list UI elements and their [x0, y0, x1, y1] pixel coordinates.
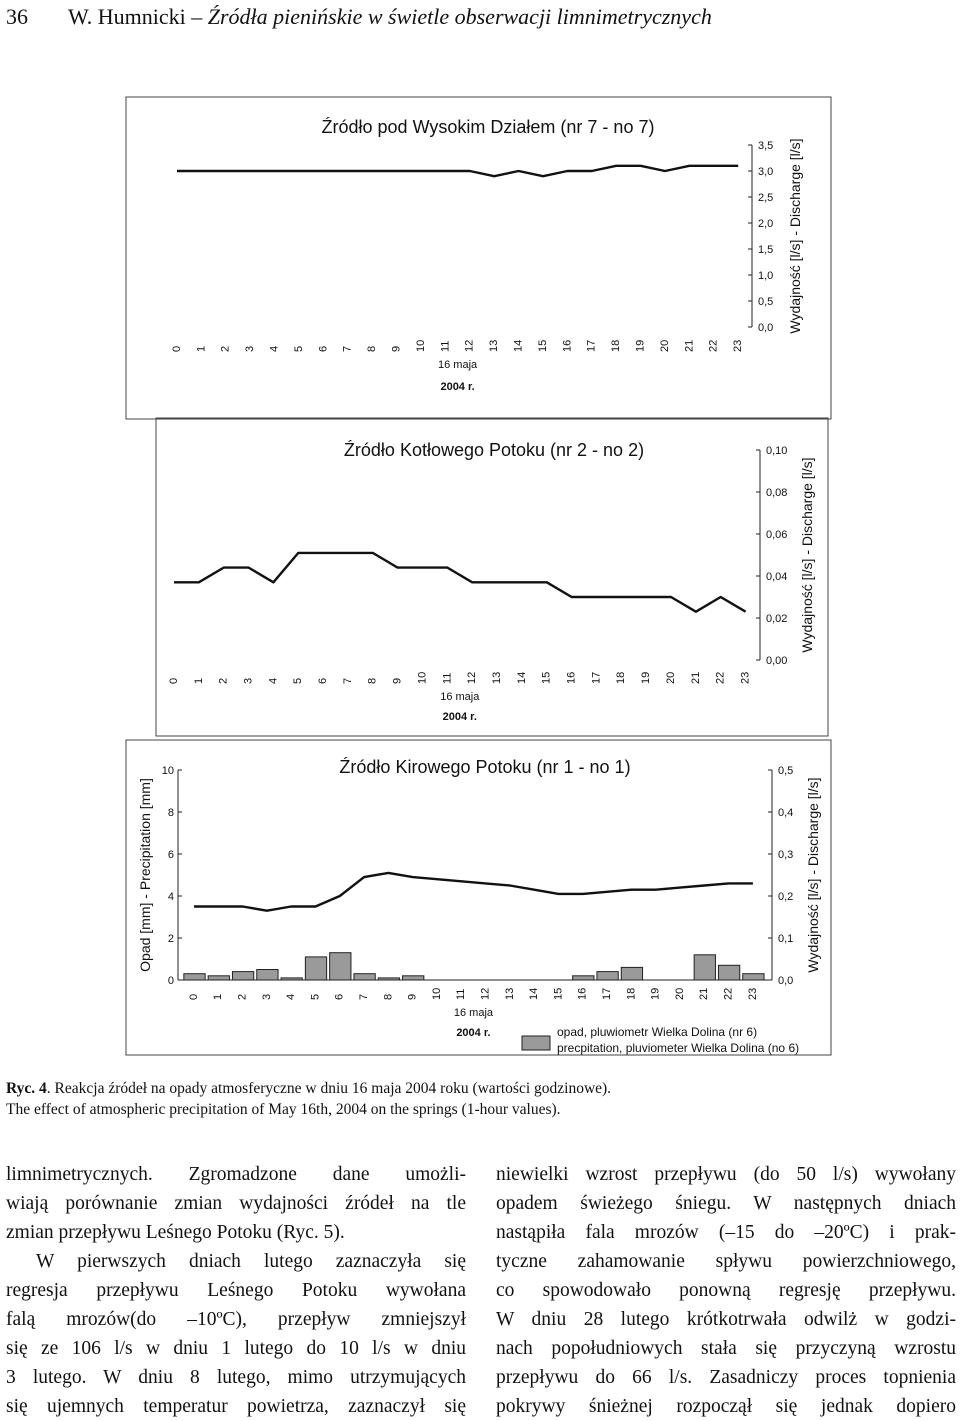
x-tick-label: 14 — [528, 987, 541, 1000]
x-tick-label: 22 — [707, 339, 720, 352]
year-label: 2004 r. — [456, 1027, 491, 1039]
x-tick-label: 11 — [439, 340, 452, 352]
body-line: falą mrozów(do –10ºC), przepływ zmniejszył — [6, 1309, 466, 1330]
x-tick-label: 0 — [170, 345, 183, 352]
x-tick-label: 0 — [187, 993, 200, 1000]
x-tick-label: 2 — [217, 677, 230, 684]
x-tick-label: 16 — [561, 339, 574, 352]
body-line: niewielki wzrost przepływu (do 50 l/s) wywołany — [496, 1164, 956, 1185]
body-line: 3 lutego. W dniu 8 lutego, mimo utrzymujących — [6, 1367, 466, 1388]
x-tick-label: 8 — [366, 677, 379, 684]
x-tick-label: 10 — [414, 339, 427, 352]
precipitation-bar — [208, 976, 229, 980]
x-tick-label: 3 — [260, 993, 273, 1000]
running-head-title: Źródła pienińskie w świetle obserwacji limnimetrycznych — [207, 4, 712, 29]
body-line: regresja przepływu Leśnego Potoku wywołana — [6, 1280, 466, 1301]
legend-swatch — [522, 1036, 550, 1050]
x-tick-label: 23 — [746, 987, 759, 1000]
body-line: co spowodowało ponowną regresję przepływu. — [496, 1280, 956, 1301]
right-axis-tick-label: 1,0 — [758, 270, 774, 282]
body-line: pokrywy śnieżnej rozpoczął się jednak dopiero — [496, 1396, 956, 1417]
x-tick-label: 21 — [683, 339, 696, 352]
left-axis-tick-label: 10 — [161, 765, 174, 777]
right-axis-tick-label: 0,1 — [778, 933, 794, 945]
x-tick-label: 0 — [167, 677, 180, 684]
body-column-right — [496, 1160, 956, 1421]
x-tick-label: 17 — [601, 987, 614, 1000]
x-tick-label: 13 — [490, 671, 503, 684]
precipitation-bar — [330, 953, 351, 980]
body-line: limnimetrycznych. Zgromadzone dane umożli- — [6, 1164, 466, 1185]
x-group-label: 16 maja — [453, 1007, 494, 1019]
right-axis-label: Wydajność [l/s] - Discharge [l/s] — [787, 138, 803, 334]
x-tick-label: 2 — [219, 345, 232, 352]
x-tick-label: 6 — [333, 993, 346, 1000]
right-axis-tick-label: 2,5 — [758, 192, 774, 204]
chart-title: Źródło pod Wysokim Działem (nr 7 - no 7) — [321, 117, 655, 137]
precipitation-bar — [403, 976, 424, 980]
right-axis-tick-label: 0,4 — [778, 807, 794, 819]
x-tick-label: 5 — [292, 345, 305, 352]
caption-label: Ryc. 4 — [6, 1080, 47, 1097]
precipitation-bar — [305, 957, 326, 980]
x-tick-label: 11 — [441, 672, 454, 684]
body-line: zmian przepływu Leśnego Potoku (Ryc. 5). — [6, 1222, 345, 1243]
x-tick-label: 15 — [536, 339, 549, 352]
x-tick-label: 20 — [673, 987, 686, 1000]
x-tick-label: 14 — [512, 339, 525, 352]
body-line: się ujemnych temperatur powietrza, zaznaczył się — [6, 1396, 466, 1417]
x-tick-label: 7 — [341, 677, 354, 684]
x-tick-label: 22 — [722, 987, 735, 1000]
right-axis-tick-label: 0,00 — [766, 655, 788, 667]
discharge-line — [177, 166, 738, 176]
x-tick-label: 17 — [585, 339, 598, 352]
precipitation-bar — [694, 955, 715, 980]
x-tick-label: 15 — [552, 987, 565, 1000]
x-tick-label: 5 — [309, 993, 322, 1000]
x-tick-label: 16 — [576, 987, 589, 1000]
x-tick-label: 9 — [406, 993, 419, 1000]
left-axis-tick-label: 6 — [167, 849, 174, 861]
right-axis-tick-label: 0,10 — [766, 445, 788, 457]
right-axis-tick-label: 0,3 — [778, 849, 794, 861]
right-axis-tick-label: 0,0 — [778, 975, 794, 987]
body-line: nach popołudniowych stała się przyczyną wzrostu — [496, 1338, 956, 1359]
x-tick-label: 19 — [634, 339, 647, 352]
x-tick-label: 12 — [463, 339, 476, 352]
right-axis-tick-label: 0,5 — [758, 296, 774, 308]
x-tick-label: 1 — [212, 993, 225, 1000]
right-axis-tick-label: 0,04 — [766, 571, 788, 583]
x-tick-label: 22 — [714, 671, 727, 684]
page-number: 36 — [6, 4, 28, 29]
body-line: W pierwszych dniach lutego zaznaczyła się — [36, 1251, 466, 1272]
x-tick-label: 15 — [540, 671, 553, 684]
x-tick-label: 12 — [479, 987, 492, 1000]
chart-frame — [156, 418, 828, 736]
precipitation-bar — [354, 974, 375, 980]
x-tick-label: 23 — [739, 671, 752, 684]
x-tick-label: 10 — [416, 671, 429, 684]
right-axis-tick-label: 3,5 — [758, 140, 774, 152]
x-tick-label: 7 — [341, 345, 354, 352]
running-head-author: W. Humnicki – — [68, 4, 208, 29]
x-tick-label: 20 — [664, 671, 677, 684]
x-tick-label: 10 — [430, 987, 443, 1000]
right-axis-tick-label: 0,5 — [778, 765, 794, 777]
left-axis-tick-label: 4 — [167, 891, 174, 903]
x-tick-label: 14 — [515, 671, 528, 684]
year-label: 2004 r. — [442, 711, 477, 723]
x-group-label: 16 maja — [438, 359, 478, 371]
x-tick-label: 4 — [285, 993, 298, 1000]
x-tick-label: 19 — [649, 987, 662, 1000]
x-tick-label: 8 — [382, 993, 395, 1000]
x-tick-label: 18 — [615, 671, 628, 684]
figure-caption — [6, 1078, 956, 1120]
right-axis-tick-label: 3,0 — [758, 166, 774, 178]
x-tick-label: 6 — [317, 345, 330, 352]
right-axis-tick-label: 1,5 — [758, 244, 774, 256]
x-tick-label: 20 — [658, 339, 671, 352]
x-tick-label: 4 — [267, 677, 280, 684]
x-tick-label: 1 — [192, 677, 205, 684]
x-tick-label: 4 — [268, 345, 281, 352]
x-tick-label: 11 — [455, 988, 468, 1000]
right-axis-tick-label: 0,2 — [778, 891, 794, 903]
body-column-left — [6, 1160, 466, 1421]
legend-line-2: precpitation, pluviometer Wielka Dolina (no 6) — [557, 1041, 800, 1055]
x-tick-label: 21 — [689, 671, 702, 684]
x-tick-label: 16 — [565, 671, 578, 684]
precipitation-bar — [743, 974, 764, 980]
x-tick-label: 13 — [488, 339, 501, 352]
x-tick-label: 9 — [390, 345, 403, 352]
x-tick-label: 2 — [236, 993, 249, 1000]
right-axis-tick-label: 0,06 — [766, 529, 788, 541]
precipitation-bar — [257, 970, 278, 981]
right-axis-label: Wydajność [l/s] - Discharge [l/s] — [799, 457, 815, 653]
right-axis-tick-label: 0,02 — [766, 613, 788, 625]
body-line: się ze 106 l/s w dniu 1 lutego do 10 l/s w dniu — [6, 1338, 466, 1359]
precipitation-bar — [621, 967, 642, 980]
x-tick-label: 23 — [732, 339, 745, 352]
x-tick-label: 18 — [610, 339, 623, 352]
body-line: W dniu 28 lutego krótkotrwała odwilż w godzi- — [496, 1309, 956, 1330]
precipitation-bar — [597, 972, 618, 980]
x-tick-label: 6 — [317, 677, 330, 684]
chart-title: Źródło Kotłowego Potoku (nr 2 - no 2) — [343, 440, 645, 460]
x-tick-label: 3 — [242, 677, 255, 684]
discharge-line — [194, 873, 753, 911]
x-tick-label: 9 — [391, 677, 404, 684]
x-tick-label: 3 — [244, 345, 257, 352]
body-line: opadem świeżego śniegu. W następnych dniach — [496, 1193, 956, 1214]
left-axis-tick-label: 8 — [167, 807, 174, 819]
precipitation-bar — [184, 974, 205, 980]
body-line: tyczne zahamowanie spływu powierzchniowego, — [496, 1251, 956, 1272]
right-axis-tick-label: 0,08 — [766, 487, 788, 499]
discharge-line — [174, 553, 746, 612]
x-tick-label: 5 — [292, 677, 305, 684]
x-tick-label: 18 — [625, 987, 638, 1000]
right-axis-tick-label: 2,0 — [758, 218, 774, 230]
right-axis-label: Wydajność [l/s] - Discharge [l/s] — [805, 777, 821, 973]
x-tick-label: 17 — [590, 671, 603, 684]
x-tick-label: 21 — [698, 987, 711, 1000]
left-axis-tick-label: 0 — [167, 975, 174, 987]
body-line: przepływu do 66 l/s. Zasadniczy proces topnienia — [496, 1367, 956, 1388]
precipitation-bar — [718, 965, 739, 980]
x-tick-label: 8 — [366, 345, 379, 352]
caption-polish-text: . Reakcja źródeł na opady atmosferyczne w dniu 16 maja 2004 roku (wartości godzinowe). — [46, 1080, 612, 1097]
right-axis-tick-label: 0,0 — [758, 322, 774, 334]
year-label: 2004 r. — [440, 381, 475, 393]
x-tick-label: 12 — [466, 671, 479, 684]
chart-frame — [126, 97, 831, 419]
body-line: wiają porównanie zmian wydajności źródeł na tle — [6, 1193, 466, 1214]
x-tick-label: 7 — [358, 993, 371, 1000]
caption-polish — [6, 1078, 956, 1099]
left-axis-label: Opad [mm] - Precipitation [mm] — [137, 778, 153, 972]
x-group-label: 16 maja — [440, 691, 480, 703]
chart-title: Źródło Kirowego Potoku (nr 1 - no 1) — [339, 757, 631, 777]
caption-english: The effect of atmospheric precipitation of May 16th, 2004 on the springs (1-hour values). — [6, 1101, 561, 1118]
precipitation-bar — [573, 976, 594, 980]
x-tick-label: 13 — [503, 987, 516, 1000]
legend-line-1: opad, pluwiometr Wielka Dolina (nr 6) — [557, 1025, 758, 1039]
body-line: nastąpiła fala mrozów (–15 do –20ºC) i prak- — [496, 1222, 956, 1243]
x-tick-label: 19 — [640, 671, 653, 684]
precipitation-bar — [232, 972, 253, 980]
left-axis-tick-label: 2 — [167, 933, 174, 945]
x-tick-label: 1 — [195, 345, 208, 352]
